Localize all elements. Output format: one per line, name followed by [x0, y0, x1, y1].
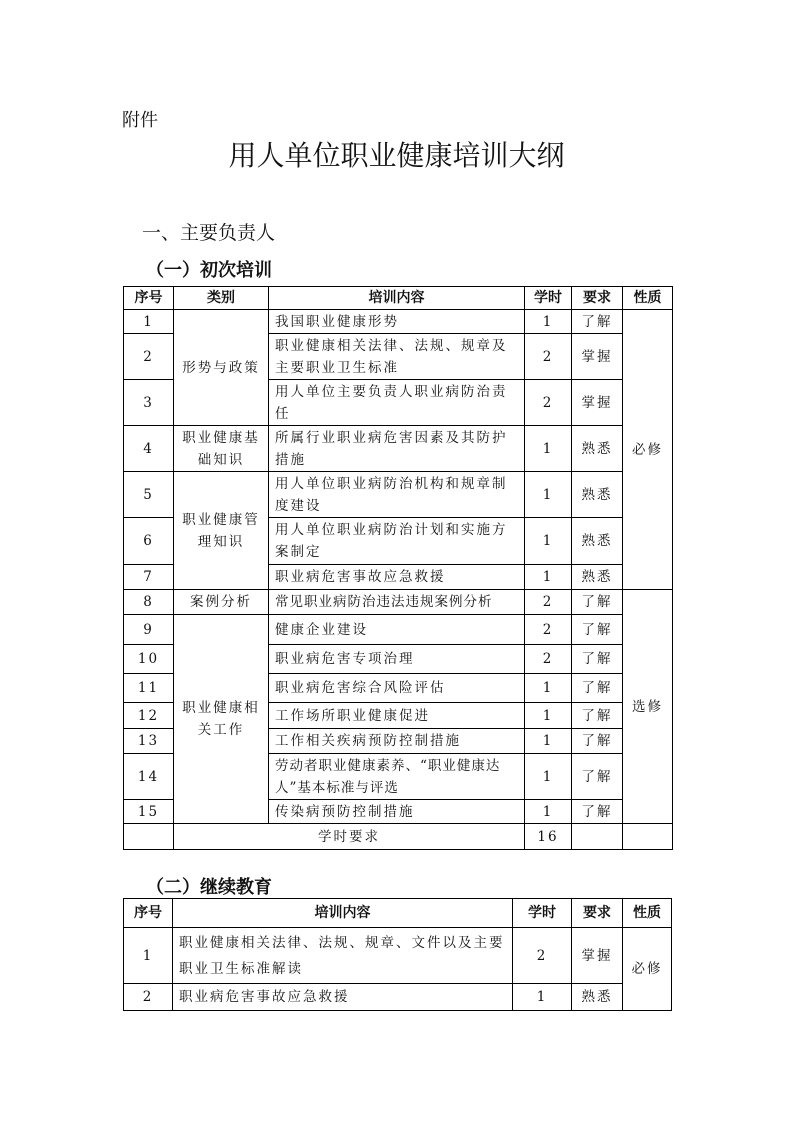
content-cell: 职业健康相关法律、法规、规章、文件以及主要职业卫生标准解读 [173, 928, 513, 984]
requirement-cell: 了解 [572, 615, 623, 645]
table-header-row [124, 287, 673, 310]
hours-cell: 1 [525, 674, 572, 703]
row-number: 6 [124, 518, 174, 565]
requirement-cell: 了解 [572, 754, 623, 800]
content-cell: 职业病危害专项治理 [269, 645, 525, 674]
table-row [124, 590, 673, 615]
content-cell: 职业病危害综合风险评估 [269, 674, 525, 703]
hours-cell: 1 [525, 310, 572, 334]
subsection-heading-initial: （一）初次培训 [146, 260, 272, 281]
hours-cell: 1 [525, 703, 572, 729]
row-number: 9 [124, 615, 174, 645]
hours-cell: 1 [525, 426, 572, 472]
empty-cell [572, 824, 623, 850]
hours-cell: 2 [513, 928, 572, 984]
hours-cell: 2 [525, 645, 572, 674]
category-cell: 案例分析 [174, 590, 269, 615]
header-cell: 要求 [572, 287, 623, 310]
empty-cell [124, 824, 174, 850]
content-cell: 工作相关疾病预防控制措施 [269, 729, 525, 754]
requirement-cell: 了解 [572, 590, 623, 615]
content-cell: 常见职业病防治违法违规案例分析 [269, 590, 525, 615]
content-cell: 劳动者职业健康素养、“职业健康达人”基本标准与评选 [269, 754, 525, 800]
hours-cell: 1 [525, 754, 572, 800]
nature-cell: 选修 [623, 590, 673, 824]
row-number: 15 [124, 800, 174, 824]
row-number: 1 [124, 928, 173, 984]
initial-training-table [123, 286, 673, 850]
hours-cell: 1 [513, 984, 572, 1011]
content-cell: 我国职业健康形势 [269, 310, 525, 334]
header-cell: 序号 [124, 287, 174, 310]
total-row [124, 824, 673, 850]
header-cell: 要求 [572, 899, 623, 928]
nature-cell: 必修 [623, 928, 672, 1011]
row-number: 8 [124, 590, 174, 615]
requirement-cell: 熟悉 [572, 565, 623, 590]
header-cell: 类别 [174, 287, 269, 310]
requirement-cell: 掌握 [572, 380, 623, 426]
row-number: 14 [124, 754, 174, 800]
requirement-cell: 熟悉 [572, 984, 623, 1011]
row-number: 10 [124, 645, 174, 674]
subsection-heading-continuing: （二）继续教育 [146, 877, 272, 898]
hours-cell: 2 [525, 334, 572, 380]
content-cell: 所属行业职业病危害因素及其防护措施 [269, 426, 525, 472]
row-number: 5 [124, 472, 174, 518]
table-row [124, 426, 673, 472]
row-number: 3 [124, 380, 174, 426]
content-cell: 职业病危害事故应急救援 [269, 565, 525, 590]
table-row [124, 615, 673, 645]
header-cell: 学时 [513, 899, 572, 928]
total-label: 学时要求 [174, 824, 525, 850]
category-cell: 职业健康管理知识 [174, 472, 269, 590]
requirement-cell: 了解 [572, 645, 623, 674]
row-number: 13 [124, 729, 174, 754]
requirement-cell: 熟悉 [572, 472, 623, 518]
row-number: 2 [124, 334, 174, 380]
header-cell: 性质 [623, 899, 672, 928]
nature-cell: 必修 [623, 310, 673, 590]
row-number: 12 [124, 703, 174, 729]
category-cell: 职业健康相关工作 [174, 615, 269, 824]
hours-cell: 1 [525, 565, 572, 590]
content-cell: 职业健康相关法律、法规、规章及主要职业卫生标准 [269, 334, 525, 380]
category-cell: 形势与政策 [174, 310, 269, 426]
content-cell: 健康企业建设 [269, 615, 525, 645]
requirement-cell: 熟悉 [572, 518, 623, 565]
requirement-cell: 了解 [572, 729, 623, 754]
row-number: 2 [124, 984, 173, 1011]
total-hours: 16 [525, 824, 572, 850]
row-number: 1 [124, 310, 174, 334]
requirement-cell: 了解 [572, 703, 623, 729]
requirement-cell: 掌握 [572, 928, 623, 984]
requirement-cell: 了解 [572, 674, 623, 703]
hours-cell: 1 [525, 518, 572, 565]
table-row [124, 310, 673, 334]
table-row [124, 984, 672, 1011]
table-row [124, 472, 673, 518]
hours-cell: 2 [525, 615, 572, 645]
hours-cell: 1 [525, 729, 572, 754]
header-cell: 培训内容 [269, 287, 525, 310]
table-row [124, 928, 672, 984]
hours-cell: 1 [525, 800, 572, 824]
table-header-row [124, 899, 672, 928]
row-number: 7 [124, 565, 174, 590]
content-cell: 用人单位职业病防治机构和规章制度建设 [269, 472, 525, 518]
requirement-cell: 熟悉 [572, 426, 623, 472]
header-cell: 序号 [124, 899, 173, 928]
header-cell: 性质 [623, 287, 673, 310]
content-cell: 用人单位职业病防治计划和实施方案制定 [269, 518, 525, 565]
content-cell: 用人单位主要负责人职业病防治责任 [269, 380, 525, 426]
content-cell: 职业病危害事故应急救援 [173, 984, 513, 1011]
row-number: 4 [124, 426, 174, 472]
row-number: 11 [124, 674, 174, 703]
section-heading: 一、主要负责人 [142, 222, 276, 244]
header-cell: 学时 [525, 287, 572, 310]
requirement-cell: 掌握 [572, 334, 623, 380]
requirement-cell: 了解 [572, 800, 623, 824]
hours-cell: 1 [525, 472, 572, 518]
page-title: 用人单位职业健康培训大纲 [228, 139, 565, 172]
header-cell: 培训内容 [173, 899, 513, 928]
hours-cell: 2 [525, 590, 572, 615]
hours-cell: 2 [525, 380, 572, 426]
empty-cell [623, 824, 673, 850]
requirement-cell: 了解 [572, 310, 623, 334]
content-cell: 工作场所职业健康促进 [269, 703, 525, 729]
attachment-label: 附件 [122, 110, 158, 131]
content-cell: 传染病预防控制措施 [269, 800, 525, 824]
continuing-education-table [123, 898, 672, 1011]
category-cell: 职业健康基础知识 [174, 426, 269, 472]
